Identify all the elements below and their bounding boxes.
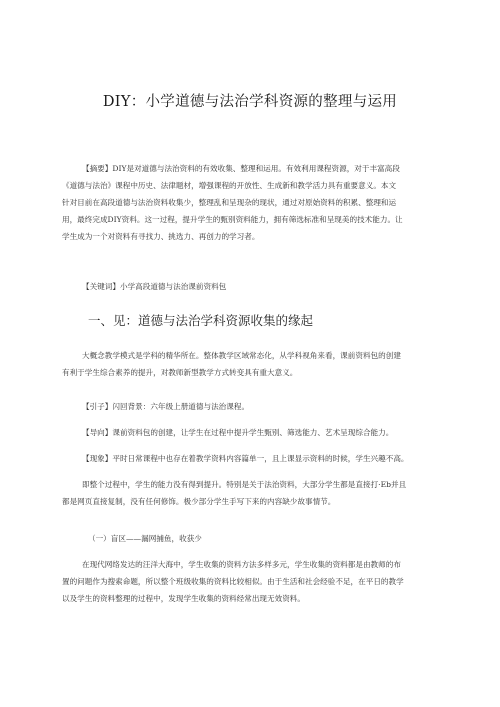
- daoxiang-text: 【导向】课前资料包的创建，让学生在过程中提升学生甄别、筛选能力、艺术呈现综合能力。: [82, 428, 394, 437]
- xianxiang-paragraph: [82, 450, 462, 467]
- abstract-paragraph: [62, 160, 442, 245]
- keywords: [82, 278, 462, 295]
- process-paragraph: [62, 476, 442, 510]
- section-heading: 一、见：道德与法治学科资源收集的缘起: [88, 313, 314, 328]
- subsection-line: 以及学生的资料整理的过程中，发现学生收集的资料经常出现无效资料。: [62, 594, 305, 603]
- document-title: DIY：小学道德与法治学科资源的整理与运用: [102, 94, 398, 110]
- subsection-paragraph: [62, 556, 442, 607]
- abstract-line: 学生成为一个对资料有寻找力、挑选力、再创力的学习者。: [62, 232, 260, 241]
- subsection-line: 置的问题作为搜索命题，所以整个班级收集的资料比较相似。由于生活和社会经验不足，在平日的教学: [62, 577, 404, 586]
- abstract-line: 《道德与法治》课程中历史、法律题材，增强课程的开放性、生成新和教学活力具有重要意义。本文: [62, 181, 397, 190]
- keywords-text: 【关键词】小学高段道德与法治课前资料包: [82, 282, 227, 291]
- yinzi-paragraph: [82, 398, 462, 415]
- intro-line: 大概念教学模式是学科的精华所在。整体教学区域常态化，从学科视角来看，课前资料包的创建: [82, 351, 401, 360]
- section-intro-paragraph: [62, 347, 442, 381]
- xianxiang-text: 【现象】平时日常课程中也存在着教学资料内容篇单一，且上课显示资料的时候，学生兴趣不高。: [82, 454, 409, 463]
- process-line: 都是网页直接复制，没有任何修饰。极少部分学生手写下来的内容缺少故事情节。: [62, 497, 336, 506]
- process-line: 即整个过程中，学生的能力没有得到提升。特别是关于法治资料，大部分学生都是直接打·Eb并且: [82, 480, 407, 489]
- intro-line: 有利于学生综合素养的提升，对教师新型教学方式转变具有重大意义。: [62, 368, 298, 377]
- abstract-line: 针对目前在高段道德与法治资料收集少，整理乱和呈现杂的现状，通过对原始资料的积累、整理和运: [62, 198, 397, 207]
- abstract-line: 【摘要】DIY是对道德与法治资料的有效收集、整理和运用。有效利用课程资源，对于丰富高段: [82, 164, 400, 173]
- subsection-heading: （一）盲区——漏网捕鱼，收获少: [88, 534, 202, 543]
- subsection-line: 在现代网络发达的汪洋大海中，学生收集的资料方法多样多元，学生收集的资料都是由教师的布: [82, 560, 401, 569]
- yinzi-text: 【引子】闪回背景：六年级上册道德与法治课程。: [82, 402, 250, 411]
- abstract-line: 用，最终完成DIY资料。这一过程，提升学生的甄别资料能力，拥有筛选标准和呈现美的技术能力。让: [62, 215, 403, 224]
- daoxiang-paragraph: [82, 424, 462, 441]
